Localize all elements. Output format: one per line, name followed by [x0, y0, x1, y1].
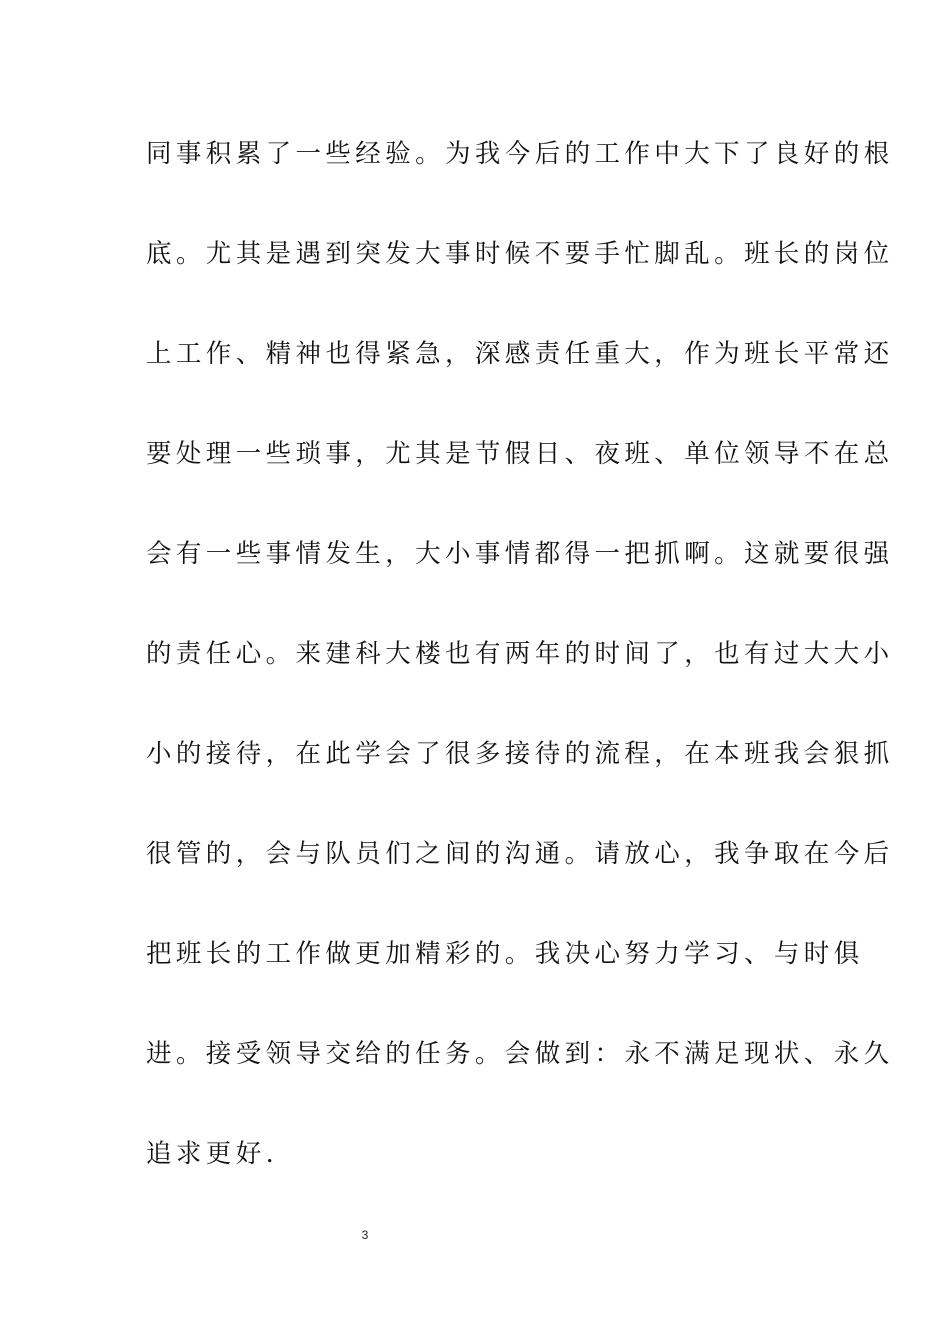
text-line: 底。尤其是遇到突发大事时候不要手忙脚乱。班长的岗位: [146, 239, 894, 269]
body-text: [146, 131, 894, 1231]
text-line: 很管的，会与队员们之间的沟通。请放心，我争取在今后: [146, 839, 894, 869]
text-line: 会有一些事情发生，大小事情都得一把抓啊。这就要很强: [146, 539, 894, 569]
page-number: 3: [361, 1228, 369, 1242]
text-line: 把班长的工作做更加精彩的。我决心努力学习、与时俱: [146, 939, 864, 969]
text-line: 要处理一些琐事，尤其是节假日、夜班、单位领导不在总: [146, 439, 894, 469]
text-line: 进。接受领导交给的任务。会做到：永不满足现状、永久: [146, 1039, 894, 1069]
text-line: 追求更好.: [146, 1139, 279, 1169]
text-line: 的责任心。来建科大楼也有两年的时间了，也有过大大小: [146, 639, 894, 669]
text-line: 同事积累了一些经验。为我今后的工作中大下了良好的根: [146, 139, 894, 169]
text-line: 上工作、精神也得紧急，深感责任重大，作为班长平常还: [146, 339, 894, 369]
text-line: 小的接待，在此学会了很多接待的流程，在本班我会狠抓: [146, 739, 894, 769]
